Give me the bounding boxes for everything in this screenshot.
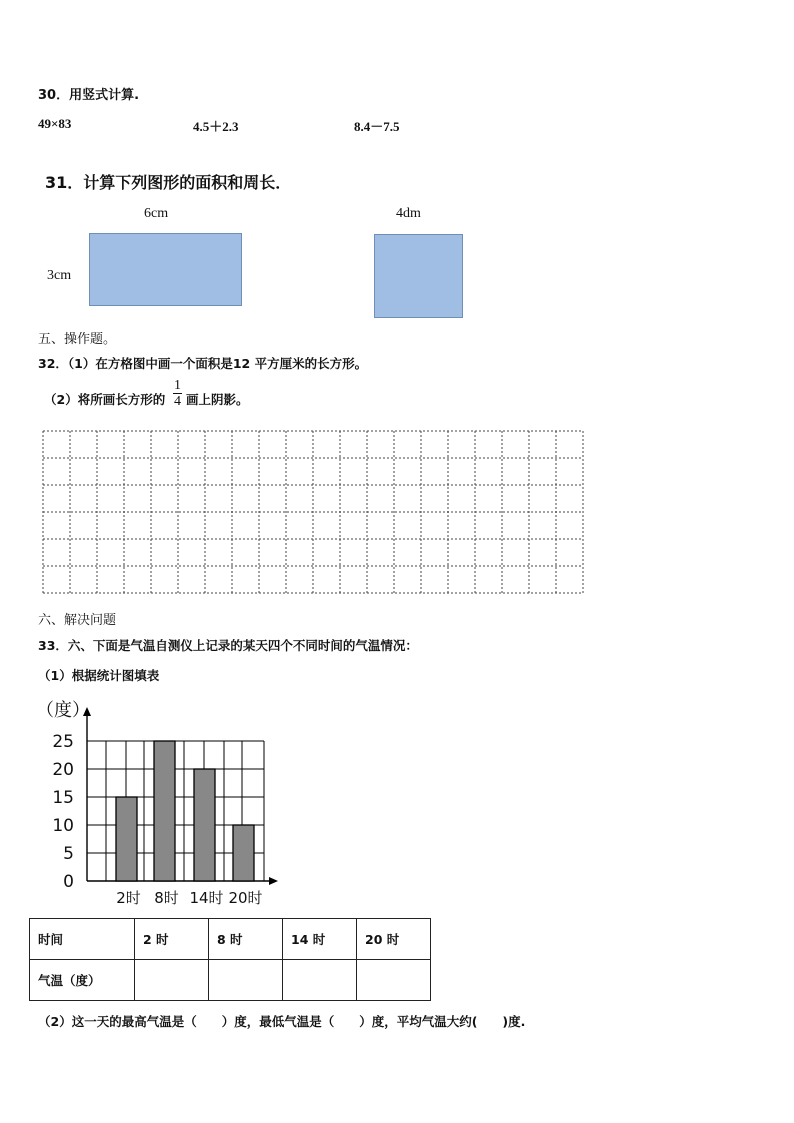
- chart-y-tick-label: 5: [63, 844, 74, 864]
- chart-y-tick-label: 15: [52, 788, 74, 808]
- q33-part2: （2）这一天的最高气温是（ ）度，最低气温是（ ）度，平均气温大约( )度.: [38, 1014, 526, 1029]
- chart-x-tick-label: 14时: [189, 889, 224, 907]
- rect-width-label: 6cm: [144, 206, 169, 221]
- chart-bar-20时: [233, 825, 254, 881]
- fraction-one-quarter: [173, 378, 182, 409]
- square-shape: [374, 234, 463, 318]
- chart-y-tick-label: 0: [63, 872, 74, 892]
- chart-y-tick-label: 10: [52, 816, 74, 836]
- q33-intro: 33．六、下面是气温自测仪上记录的某天四个不同时间的气温情况：: [38, 638, 418, 653]
- q32-part2-prefix: （2）将所画长方形的: [44, 392, 166, 407]
- section-5-title: 五、操作题。: [38, 332, 117, 347]
- fraction-denominator: 4: [174, 394, 181, 409]
- chart-bar-14时: [194, 769, 215, 881]
- chart-y-tick-label: 20: [52, 760, 74, 780]
- fraction-numerator: 1: [174, 378, 181, 393]
- q31-title: 31．计算下列图形的面积和周长．: [45, 173, 292, 192]
- chart-y-tick-label: 25: [52, 732, 74, 752]
- header-14h: 14 时: [283, 919, 357, 960]
- chart-x-tick-label: 20时: [228, 889, 263, 907]
- section-6-title: 六、解决问题: [38, 613, 117, 628]
- q30-title: 30．用竖式计算.: [38, 88, 140, 103]
- header-time: 时间: [30, 919, 135, 960]
- header-2h: 2 时: [135, 919, 209, 960]
- rect-height-label: 3cm: [47, 268, 72, 283]
- q30-expr-1: 49×83: [38, 116, 72, 131]
- square-side-label: 4dm: [396, 206, 421, 221]
- square-grid[interactable]: [42, 430, 584, 594]
- chart-y-label: （度）: [36, 700, 90, 721]
- chart-bar-8时: [154, 741, 175, 881]
- table-temperature-row: [30, 960, 431, 1001]
- chart-bar-2时: [116, 797, 137, 881]
- chart-x-axis-arrow: [269, 877, 278, 885]
- q32-part2-suffix: 画上阴影。: [186, 392, 249, 407]
- chart-x-tick-label: 2时: [116, 889, 141, 907]
- rectangle-shape: [89, 233, 242, 306]
- q30-expr-2: 4.5＋2.3: [193, 119, 239, 134]
- answer-cell-2h[interactable]: [135, 960, 209, 1001]
- table-header-row: [30, 919, 431, 960]
- q33-part1: （1）根据统计图填表: [38, 668, 160, 683]
- chart-x-tick-label: 8时: [154, 889, 179, 907]
- row-label-temperature: 气温（度）: [30, 960, 135, 1001]
- answer-cell-14h[interactable]: [283, 960, 357, 1001]
- q30-expr-3: 8.4－7.5: [354, 119, 400, 134]
- answer-cell-20h[interactable]: [357, 960, 431, 1001]
- answer-cell-8h[interactable]: [209, 960, 283, 1001]
- temperature-table: [29, 918, 431, 1001]
- q32-part1: 32．（1）在方格图中画一个面积是12 平方厘米的长方形。: [38, 356, 368, 371]
- header-8h: 8 时: [209, 919, 283, 960]
- temperature-bar-chart: [30, 695, 290, 915]
- header-20h: 20 时: [357, 919, 431, 960]
